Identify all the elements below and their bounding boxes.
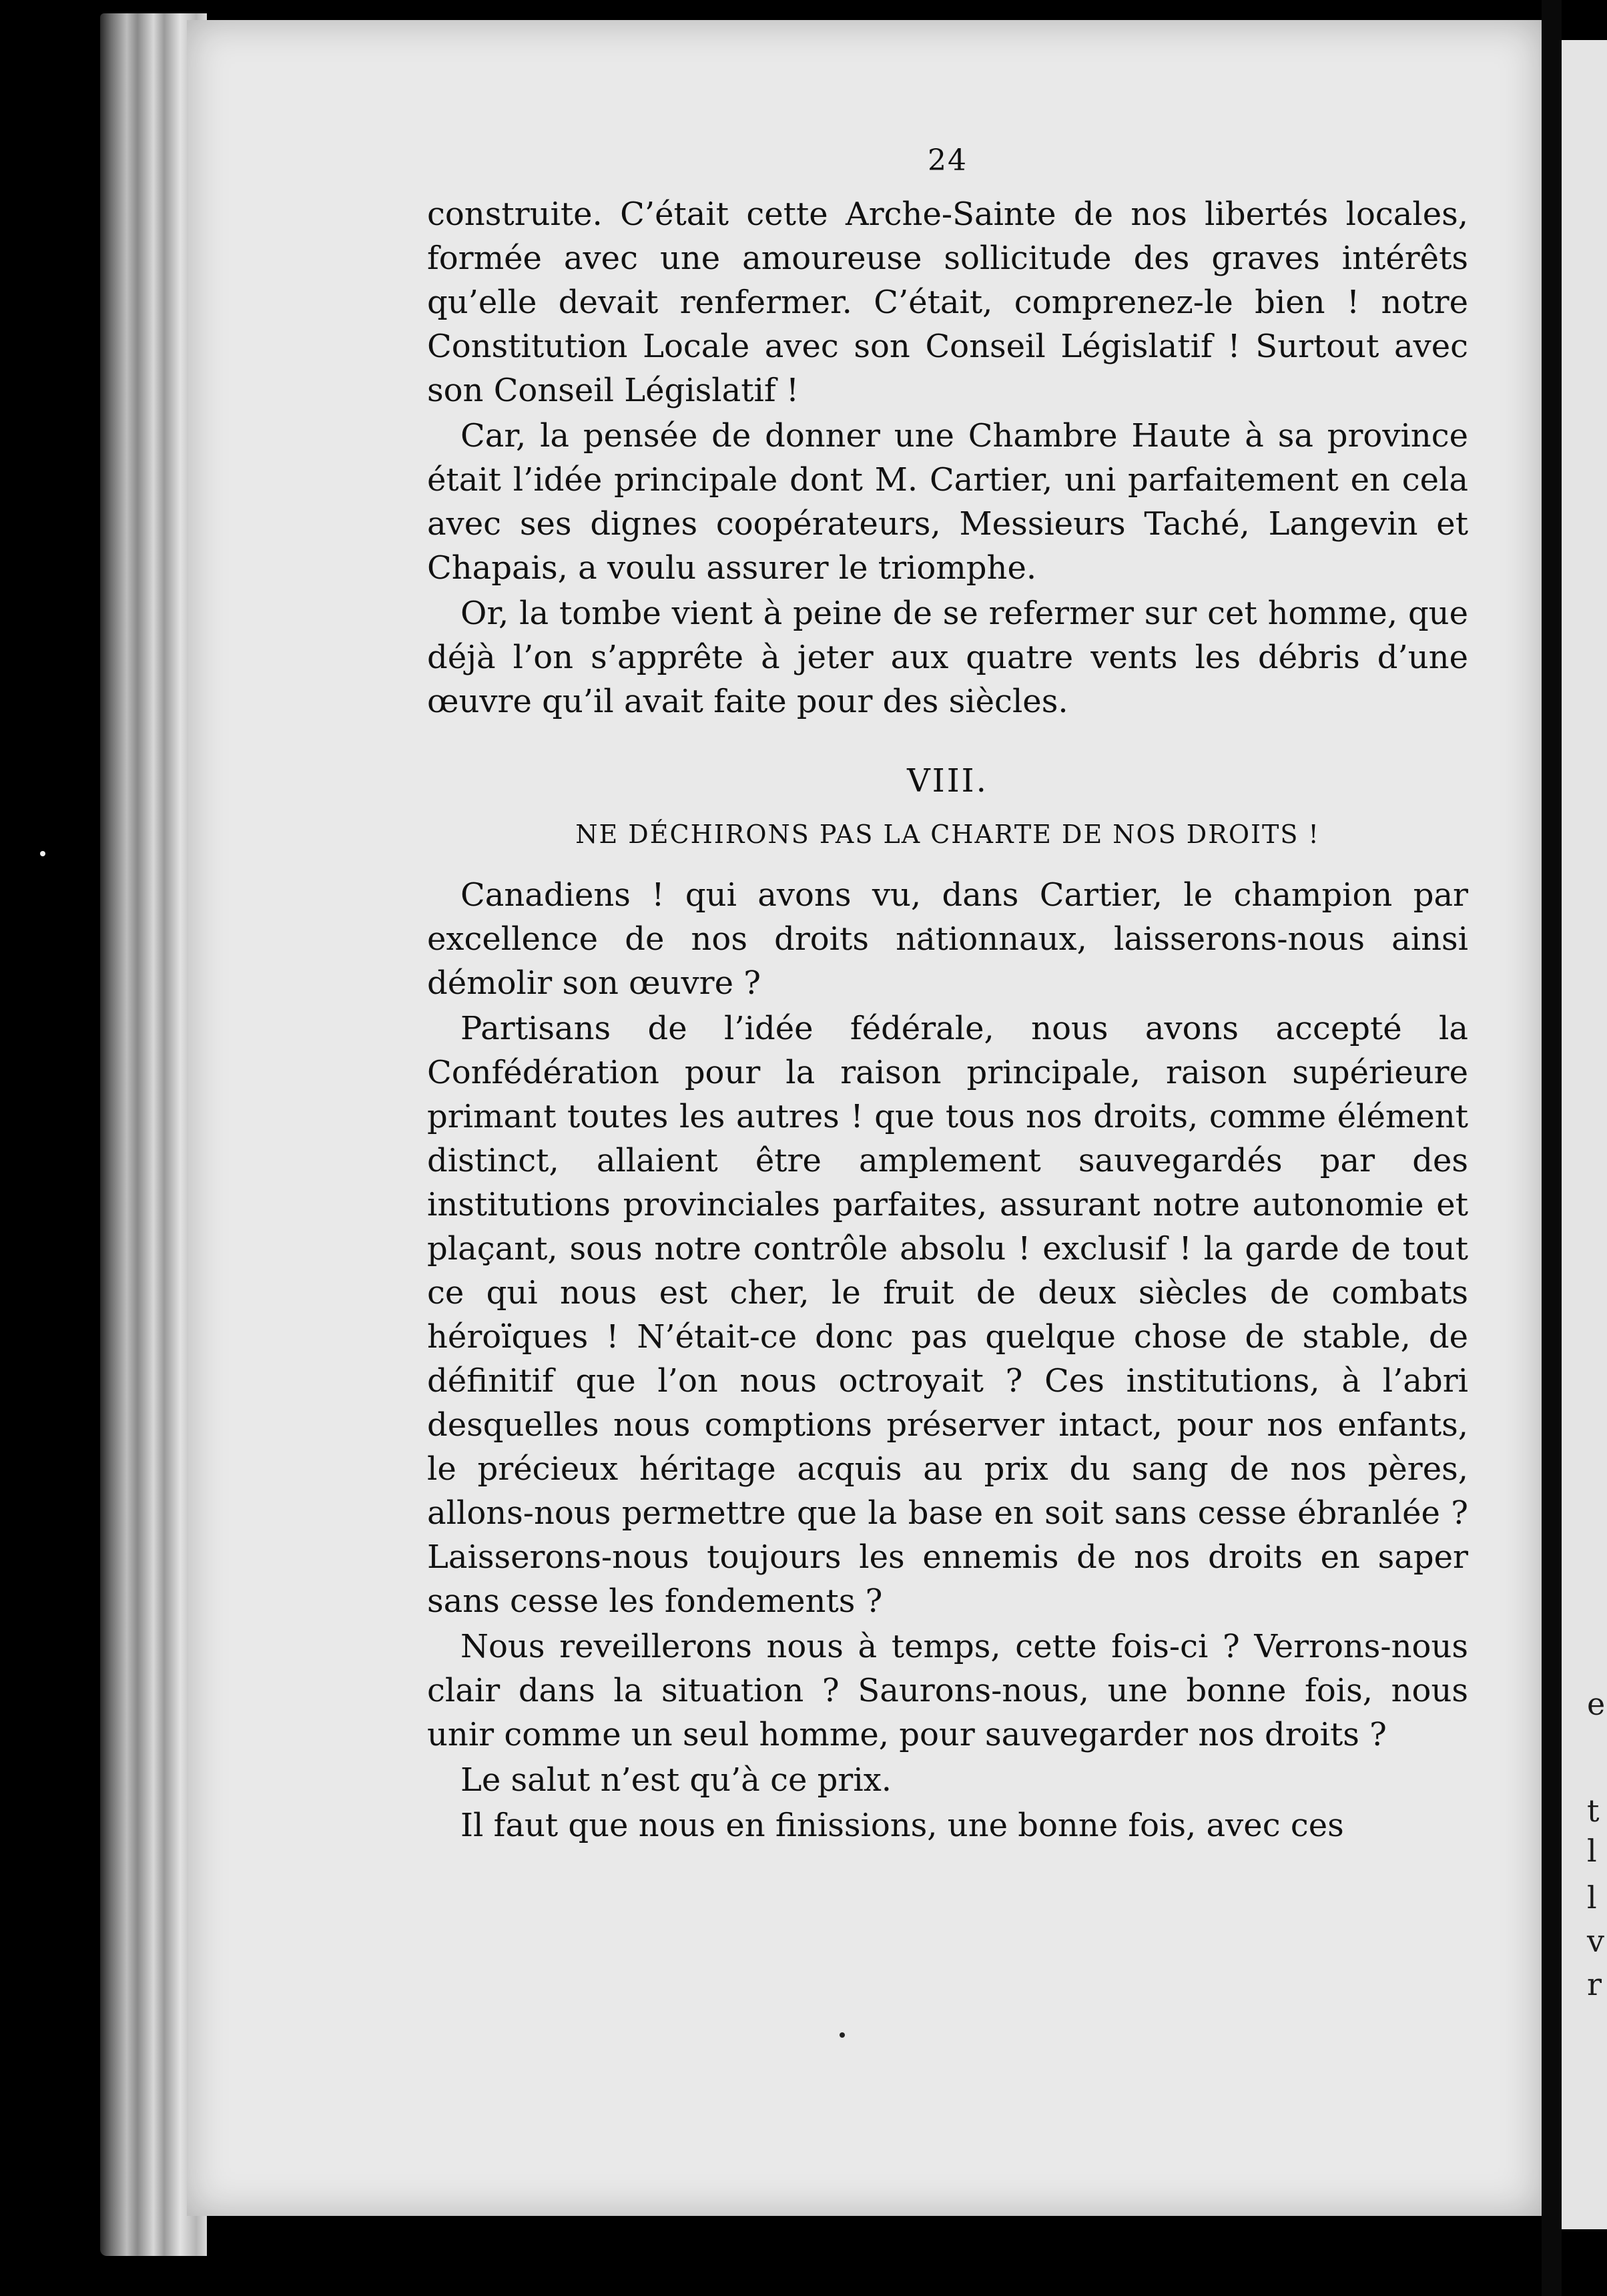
- paragraph: Canadiens ! qui avons vu, dans Cartier, le champion par excellence de nos droits nationnaux, laisserons-nous ainsi démolir son œuvre ?: [427, 876, 1468, 1002]
- page-text: [427, 144, 1468, 1849]
- facing-page-glyph: e: [1587, 1686, 1606, 1722]
- facing-page-edge: [1562, 40, 1607, 2229]
- paragraph: Car, la pensée de donner une Chambre Haute à sa province était l’idée principale dont M. Cartier, uni parfaitement en cela avec ses dignes coopérateurs, Messieurs Taché, Langevin et Chapais, a voulu assurer le triomphe.: [427, 417, 1468, 587]
- paragraph: Nous reveillerons nous à temps, cette fois-ci ? Verrons-nous clair dans la situation ? Saurons-nous, une bonne fois, nous unir comme un seul homme, pour sauvegarder nos droits ?: [427, 1628, 1468, 1753]
- scan-speck: [840, 2032, 845, 2038]
- facing-page-glyph: r: [1587, 1966, 1602, 2002]
- section-title: NE DÉCHIRONS PAS LA CHARTE DE NOS DROITS !: [575, 820, 1320, 849]
- paragraph: Or, la tombe vient à peine de se refermer sur cet homme, que déjà l’on s’apprête à jeter aux quatre vents les débris d’une œuvre qu’il avait faite pour des siècles.: [427, 595, 1468, 720]
- page-number: 24: [928, 144, 968, 178]
- facing-page-glyph: v: [1587, 1923, 1604, 1959]
- facing-page-glyph: l: [1587, 1880, 1597, 1916]
- paragraph: Partisans de l’idée fédérale, nous avons accepté la Confédération pour la raison principale, raison supérieure primant toutes les autres ! que tous nos droits, comme élément distinct, allaient être amplement sauvegardés par des institutions provinciales parfaites, assurant notre autonomie et plaçant, sous notre contrôle absolu ! exclusif ! la garde de tout ce qui nous est cher, le fruit de deux siècles de combats héroïques ! N’était-ce donc pas quelque chose de stable, de définitif que l’on nous octroyait ? Ces institutions, à l’abri desquelles nous comptions préserver intact, pour nos enfants, le précieux héritage acquis au prix du sang de nos pères, allons-nous permettre que la base en soit sans cesse ébranlée ? Laisserons-nous toujours les ennemis de nos droits en saper sans cesse les fondements ?: [427, 1010, 1468, 1620]
- paragraph: Il faut que nous en finissions, une bonne fois, avec ces: [460, 1807, 1344, 1844]
- scan-speck: [40, 851, 45, 856]
- section-number: VIII.: [907, 762, 988, 800]
- book-gutter: [1542, 0, 1562, 2296]
- facing-page-glyph: t: [1587, 1793, 1600, 1829]
- facing-page-glyph: l: [1587, 1833, 1597, 1869]
- paragraph: construite. C’était cette Arche-Sainte de nos libertés locales, formée avec une amoureuse sollicitude des graves intérêts qu’elle devait renfermer. C’était, comprenez-le bien ! notre Constitution Locale avec son Conseil Législatif ! Surtout avec son Conseil Législatif !: [427, 196, 1468, 409]
- paragraph: Le salut n’est qu’à ce prix.: [460, 1761, 892, 1799]
